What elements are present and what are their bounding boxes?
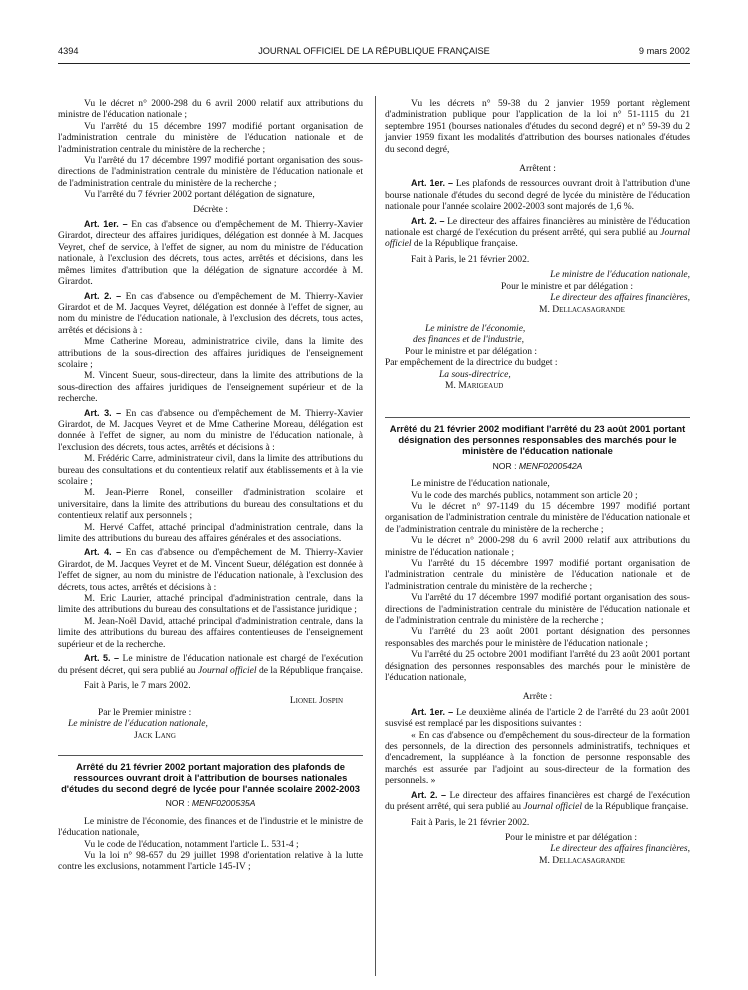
header-rule bbox=[58, 63, 690, 64]
quoted-provision: « En cas d'absence ou d'empêchement du sous-directeur de la formation des personnels, de la direction des personnels administratifs, techniques et d'encadrement, la suppléance à la fonction de personne responsable des marchés est assurée par l'adjoint au sous-directeur de la formation des personnels. » bbox=[385, 729, 690, 787]
visa-paragraph: Vu l'arrêté du 7 février 2002 portant délégation de signature, bbox=[84, 189, 315, 201]
journal-officiel-ref: Journal officiel bbox=[197, 664, 257, 676]
article-text: de la République française. bbox=[411, 238, 518, 250]
journal-officiel-ref: Journal officiel bbox=[523, 801, 582, 813]
article-1 bbox=[385, 178, 690, 212]
article-1 bbox=[385, 707, 690, 730]
article-text: En cas d'absence ou d'empêchement de M. Thierry-Xavier Girardot et de M. Jacques Veyret, délégation est donnée à l'effet de signer, au nom du ministre de l'éducation nationale, à l'exclusion des décrets, tous actes, arrêtés et décisions à : bbox=[58, 290, 364, 336]
decrete-heading: Décrète : bbox=[193, 203, 228, 215]
article-label: Art. 2. – bbox=[84, 290, 122, 301]
article-label: Art. 1er. – bbox=[411, 178, 453, 189]
issue-date: 9 mars 2002 bbox=[638, 46, 690, 56]
delegate-paragraph: M. Eric Laurier, attaché principal d'administration centrale, dans la limite des attributions du bureau des consultations et de l'assistance juridique ; bbox=[58, 593, 363, 616]
article-text: de la République française. bbox=[256, 664, 363, 676]
visa-paragraph: Vu l'arrêté du 17 décembre 1997 modifié portant organisation des sous-directions de l'administration centrale du ministère de l'éducation nationale et de l'administration centrale du ministère de la recherche ; bbox=[58, 155, 363, 189]
delegate-paragraph: M. Vincent Sueur, sous-directeur, dans la limite des attributions de la sous-direction des affaires juridiques de l'enseignement supérieur et de la recherche. bbox=[58, 370, 363, 405]
visa-paragraph: Vu le décret n° 2000-298 du 6 avril 2000 relatif aux attributions du ministre de l'éducation nationale ; bbox=[385, 535, 690, 558]
visa-paragraph: Vu le décret n° 2000-298 du 6 avril 2000 relatif aux attributions du ministre de l'éducation nationale ; bbox=[58, 98, 363, 121]
page-header bbox=[58, 46, 690, 60]
signature-par: Par le Premier ministre : bbox=[98, 706, 192, 718]
nor-code: MENF0200535A bbox=[191, 798, 256, 809]
preamble-paragraph: Le ministre de l'économie, des finances et de l'industrie et le ministre de l'éducation nationale, bbox=[58, 815, 363, 839]
signatory-role: Le ministre de l'éducation nationale, bbox=[68, 718, 208, 730]
page-number: 4394 bbox=[58, 46, 79, 56]
article-2 bbox=[385, 790, 690, 813]
preamble-paragraph: Le ministre de l'éducation nationale, bbox=[411, 478, 550, 490]
delegate-paragraph: Mme Catherine Moreau, administratrice civile, dans la limite des attributions de la sous-direction des affaires juridiques de l'enseignement scolaire ; bbox=[58, 336, 363, 370]
place-date: Fait à Paris, le 7 mars 2002. bbox=[84, 679, 191, 691]
signature-par: Pour le ministre et par délégation : bbox=[501, 280, 634, 292]
article-1 bbox=[58, 219, 363, 287]
article-text: de la République française. bbox=[581, 801, 689, 813]
signature-par: Pour le ministre et par délégation : bbox=[505, 831, 638, 843]
section-separator bbox=[58, 755, 363, 756]
article-label: Art. 2. – bbox=[411, 789, 447, 800]
article-2 bbox=[58, 291, 363, 337]
nor-reference bbox=[385, 461, 690, 472]
signatory-role: Le directeur des affaires financières, bbox=[550, 292, 690, 304]
place-date: Fait à Paris, le 21 février 2002. bbox=[411, 816, 530, 828]
signatory-role: La sous-directrice, bbox=[439, 368, 511, 380]
signatory-role: Le directeur des affaires financières, bbox=[550, 843, 690, 855]
left-column bbox=[58, 98, 363, 873]
column-divider bbox=[375, 96, 376, 976]
delegate-paragraph: M. Frédéric Carre, administrateur civil, dans la limite des attributions du bureau des consultations et du contentieux relatif aux établissements et à la vie scolaire ; bbox=[58, 453, 363, 487]
article-3 bbox=[58, 408, 363, 454]
journal-title: JOURNAL OFFICIEL DE LA RÉPUBLIQUE FRANÇAISE bbox=[258, 46, 490, 56]
nor-code: MENF0200542A bbox=[518, 460, 583, 471]
article-text: En cas d'absence ou d'empêchement de M. Thierry-Xavier Girardot, directeur des affaires juridiques, délégation est donnée à M. Jacques Veyret, chef de service, à l'effet de signer, au nom du ministre de l'éducation nationale, à l'exclusion des décrets, tous actes, arrêtés et décisions, dans les mêmes limites d'attribution que la délégation de signature accordée à M. Girardot. bbox=[58, 219, 363, 288]
arrete-title: Arrêté du 21 février 2002 portant majoration des plafonds de ressources ouvrant droit à l'attribution de bourses nationales d'études du second degré de lycée pour l'année scolaire 2002-2003 bbox=[61, 760, 360, 794]
signatory-name: Jack Lang bbox=[134, 729, 176, 741]
section-separator bbox=[385, 417, 690, 418]
article-label: Art. 5. – bbox=[84, 653, 120, 664]
article-text: Le directeur des affaires financières au ministère de l'éducation nationale est chargé de l'exécution du présent arrêté, qui sera publié au bbox=[385, 215, 690, 239]
article-label: Art. 1er. – bbox=[411, 706, 454, 717]
visa-paragraph: Vu l'arrêté du 23 août 2001 portant désignation des personnes responsables des marchés pour le ministère de l'éducation nationale ; bbox=[385, 626, 690, 649]
article-text: En cas d'absence ou d'empêchement de M. Thierry-Xavier Girardot, de M. Jacques Veyret et de M. Vincent Sueur, délégation est donnée à l'effet de signer, au nom du ministre de l'éducation nationale, à l'exclusion des décrets, tous actes, arrêtés et décisions à : bbox=[58, 547, 364, 593]
signatory-role: Le ministre de l'éducation nationale, bbox=[550, 269, 690, 281]
article-label: Art. 4. – bbox=[84, 547, 122, 558]
visa-paragraph: Vu les décrets n° 59-38 du 2 janvier 1959 portant règlement d'administration publique pour l'application de la loi n° 51-1115 du 21 septembre 1951 (bourses nationales d'études du second degré) et n° 59-39 du 2 janvier 1959 fixant les modalités d'attribution des bourses nationales d'études du second degré, bbox=[385, 98, 690, 155]
visa-paragraph: Vu le code de l'éducation, notamment l'article L. 531-4 ; bbox=[84, 838, 299, 850]
article-2 bbox=[385, 216, 690, 250]
arretent-heading: Arrêtent : bbox=[519, 163, 556, 175]
signatory-name-text: Lionel Jospin bbox=[289, 695, 343, 707]
visa-paragraph: Vu l'arrêté du 25 octobre 2001 modifiant l'arrêté du 23 août 2001 portant désignation des personnes responsables des marchés pour le ministère de l'éducation nationale, bbox=[385, 649, 690, 684]
delegate-paragraph: M. Hervé Caffet, attaché principal d'administration centrale, dans la limite des attributions du bureau des affaires générales et des associations. bbox=[58, 521, 363, 545]
signatory-name: M. Dellacasagrande bbox=[539, 854, 625, 866]
article-5 bbox=[58, 653, 363, 676]
signatory-name: M. Dellacasagrande bbox=[539, 303, 625, 315]
journal-officiel-ref: Journal officiel bbox=[385, 227, 690, 250]
visa-paragraph: Vu le code des marchés publics, notamment son article 20 ; bbox=[411, 489, 638, 501]
delegate-paragraph: M. Jean-Pierre Ronel, conseiller d'administration scolaire et universitaire, dans la limite des attributions du bureau des consultations et du contentieux relatif aux personnels ; bbox=[58, 487, 363, 522]
visa-paragraph: Vu l'arrêté du 15 décembre 1997 modifié portant organisation de l'administration centrale du ministère de l'éducation nationale et de l'administration centrale du ministère de la recherche ; bbox=[385, 557, 690, 592]
visa-paragraph: Vu la loi n° 98-657 du 29 juillet 1998 d'orientation relative à la lutte contre les exclusions, notamment l'article 145-IV ; bbox=[58, 849, 363, 873]
article-label: Art. 1er. – bbox=[84, 219, 128, 230]
article-text: Le directeur des affaires financières est chargé de l'exécution du présent arrêté, qui sera publié au bbox=[385, 789, 691, 813]
visa-paragraph: Vu l'arrêté du 17 décembre 1997 modifié portant organisation des sous-directions de l'administration centrale du ministère de l'éducation nationale et de l'administration centrale du ministère de la recherche ; bbox=[385, 592, 690, 627]
delegate-paragraph: M. Jean-Noël David, attaché principal d'administration centrale, dans la limite des attributions du bureau des affaires contentieuses de l'enseignement supérieur et de la recherche. bbox=[58, 615, 363, 650]
visa-paragraph: Vu le décret n° 97-1149 du 15 décembre 1997 modifié portant organisation de l'administration centrale du ministère de l'éducation nationale et de l'administration centrale du ministère de la recherche ; bbox=[385, 500, 690, 535]
article-text: Le ministre de l'éducation nationale est chargé de l'exécution du présent décret, qui sera publié au bbox=[58, 653, 364, 676]
signatory-name: M. Marigeaud bbox=[445, 379, 504, 391]
signature-par: Par empêchement de la directrice du budget : bbox=[385, 357, 558, 369]
article-text: Le deuxième alinéa de l'article 2 de l'arrêté du 23 août 2001 susvisé est remplacé par les dispositions suivantes : bbox=[385, 706, 691, 730]
article-text: Les plafonds de ressources ouvrant droit à l'attribution d'une bourse nationale d'études du second degré de lycée du ministère de l'éducation nationale pour l'année scolaire 2002-2003 sont majorés de 1,6 %. bbox=[385, 178, 690, 213]
arrete-heading: Arrête : bbox=[522, 691, 553, 703]
article-label: Art. 2. – bbox=[411, 215, 445, 226]
nor-label: NOR : bbox=[492, 460, 519, 471]
signatory-role: des finances et de l'industrie, bbox=[413, 334, 525, 346]
article-text: En cas d'absence ou d'empêchement de M. Thierry-Xavier Girardot, de M. Jacques Veyret et de Mme Catherine Moreau, délégation est donnée à l'effet de signer, au nom du ministre de l'éducation nationale, à l'exclusion des décrets, tous actes, arrêtés et décisions à : bbox=[58, 407, 364, 453]
signature-par: Pour le ministre et par délégation : bbox=[405, 345, 538, 357]
nor-label: NOR : bbox=[165, 798, 192, 809]
signatory-role: Le ministre de l'économie, bbox=[425, 322, 526, 334]
right-column bbox=[385, 98, 690, 866]
article-label: Art. 3. – bbox=[84, 407, 122, 418]
arrete-title: Arrêté du 21 février 2002 modifiant l'arrêté du 23 août 2001 portant désignation des personnes responsables des marchés pour le ministère de l'éducation nationale bbox=[389, 423, 686, 456]
visa-paragraph: Vu l'arrêté du 15 décembre 1997 modifié portant organisation de l'administration centrale du ministère de l'éducation nationale et de l'administration centrale du ministère de la recherche ; bbox=[58, 120, 363, 155]
article-4 bbox=[58, 547, 363, 593]
signatory-name bbox=[58, 695, 363, 706]
nor-reference bbox=[58, 798, 363, 809]
place-date: Fait à Paris, le 21 février 2002. bbox=[411, 253, 530, 265]
